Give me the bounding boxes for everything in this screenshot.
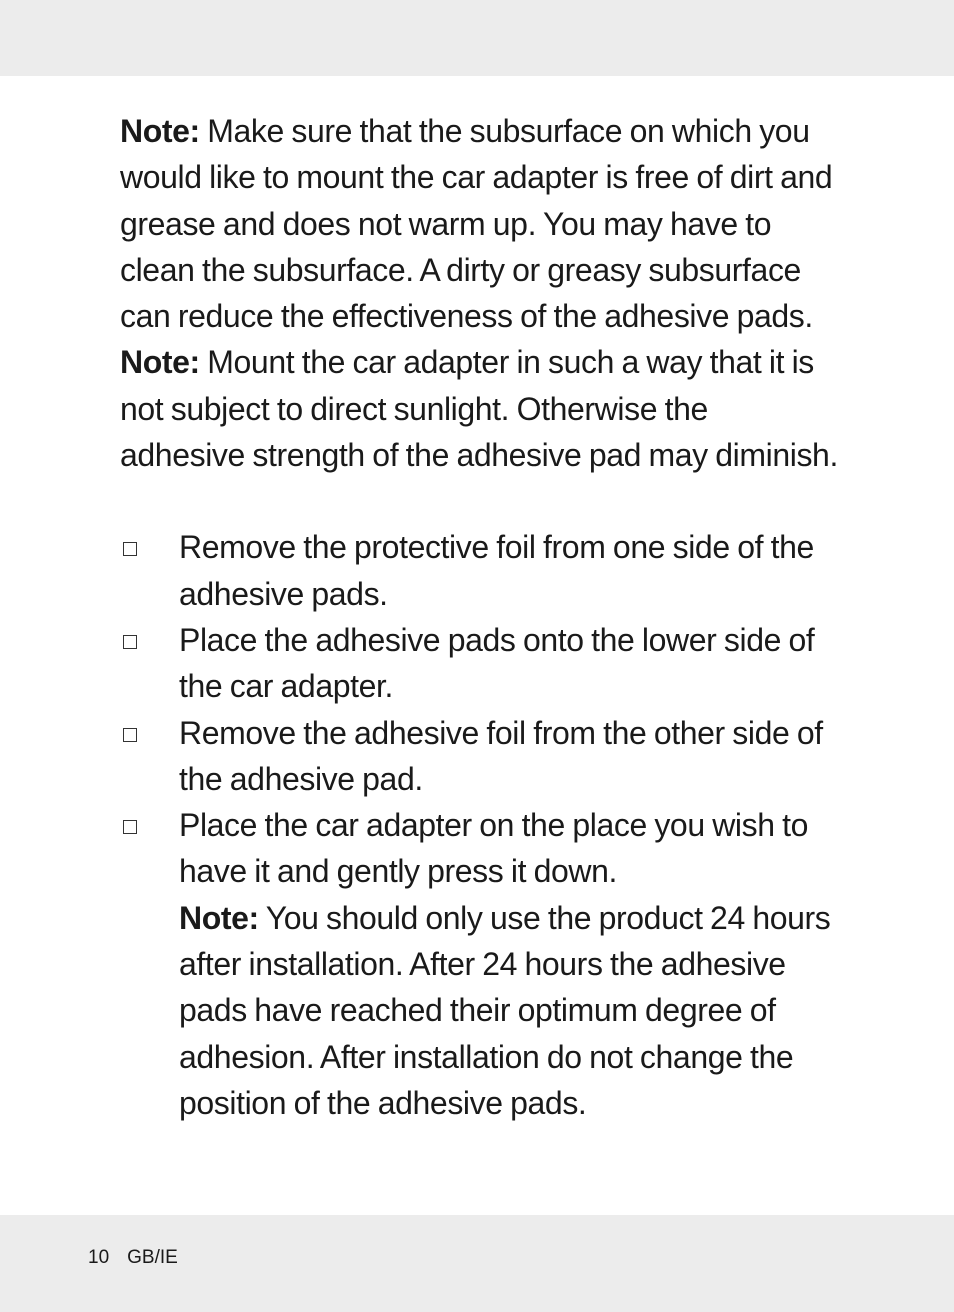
region-code: GB/IE (127, 1247, 178, 1268)
checkbox-icon (123, 542, 137, 556)
instruction-steps (120, 524, 840, 1126)
note-text: Make sure that the subsurface on which you would like to mount the car adapter is free of dirt and grease and does not warm up. You may have to clean the subsurface. A dirty or greasy subsurface can reduce the effectiveness of the adhesive pads. (120, 113, 833, 335)
step-note (179, 895, 840, 1126)
header-band (0, 0, 954, 76)
note-label: Note: (120, 344, 200, 381)
note-label: Note: (120, 113, 200, 149)
checkbox-icon (123, 635, 137, 649)
page-content (120, 108, 840, 1126)
step-item (120, 710, 840, 803)
step-item (120, 617, 840, 710)
step-text: Remove the protective foil from one side of the adhesive pads. (179, 529, 814, 612)
step-text: Place the adhesive pads onto the lower side of the car adapter. (179, 621, 815, 705)
note-text: You should only use the product 24 hours after installation. After 24 hours the adhesive pads have reached their optimum degree of adhesion. After installation do not change the position of the adhesive pads. (179, 899, 831, 1121)
step-item (120, 524, 840, 617)
step-item (120, 802, 840, 1126)
step-text: Remove the adhesive foil from the other side of the adhesive pad. (179, 714, 823, 797)
checkbox-icon (123, 820, 137, 834)
step-text: Place the car adapter on the place you wish to have it and gently press it down. (179, 807, 809, 890)
note-text: Mount the car adapter in such a way that it is not subject to direct sunlight. Otherwise the adhesive strength of the adhesive pad may diminish. (120, 344, 838, 474)
page-footer (88, 1247, 178, 1269)
checkbox-icon (123, 728, 137, 742)
note-subsurface (120, 108, 840, 339)
page-number: 10 (88, 1247, 110, 1268)
note-sunlight (120, 339, 840, 478)
note-label: Note: (179, 899, 259, 936)
